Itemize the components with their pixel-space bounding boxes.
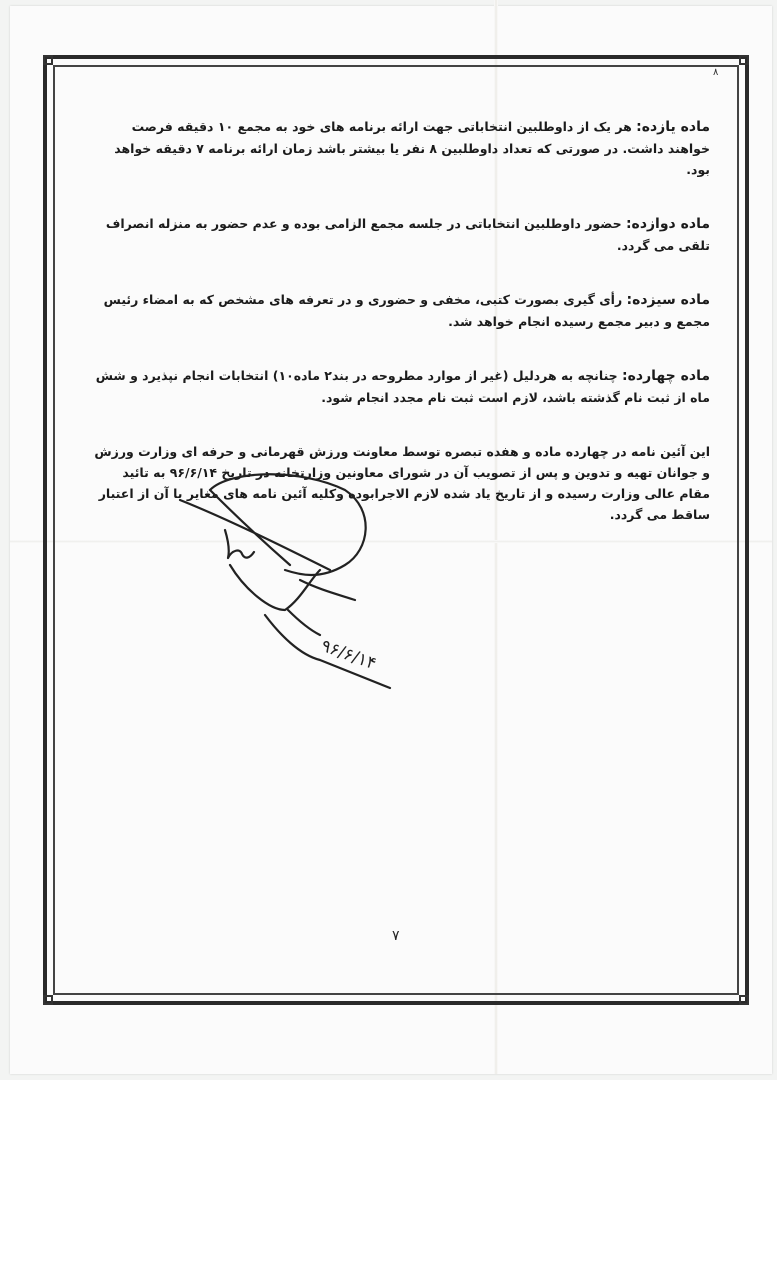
signature-date: ۹۶/۶/۱۴ (318, 635, 379, 675)
border-corner-top-left (43, 55, 53, 65)
article-heading: ماده یازده: (636, 119, 710, 135)
page-number: ۷ (392, 928, 400, 944)
border-corner-top-right (739, 55, 749, 65)
article-heading: ماده سیزده: (626, 292, 710, 308)
article-14 (90, 365, 710, 408)
border-corner-bottom-left (43, 995, 53, 1005)
article-11 (90, 116, 710, 180)
article-text: رأی گیری بصورت کتبی، مخفی و حضوری و در تعرفه های مشخص که به امضاء رئیس مجمع و دبیر مجمع رسیده انجام خواهد شد. (103, 292, 710, 329)
article-heading: ماده چهارده: (622, 368, 710, 384)
article-heading: ماده دوازده: (625, 216, 710, 232)
closing-paragraph: این آئین نامه در چهارده ماده و هفده تبصره توسط معاونت ورزش قهرمانی و حرفه ای وزارت ورزش و جوانان تهیه و تدوین و پس از تصویب آن در شورای معاونین وزارتخانه در تاریخ ۹۶/۶/۱۴ به تائید مقام عالی وزارت رسیده و از تاریخ یاد شده لازم الاجرابوده وکلیه آئین نامه های مغایر با آن از اعتبار ساقط می گردد. (94, 444, 710, 522)
document-body (90, 116, 710, 525)
article-text: حضور داوطلبین انتخاباتی در جلسه مجمع الزامی بوده و عدم حضور به منزله انصراف تلقی می گردد. (105, 216, 710, 253)
article-text: چنانچه به هردلیل (غیر از موارد مطروحه در بند۲ ماده۱۰) انتخابات انجام نپذیرد و شش ماه از ثبت نام گذشته باشد، لازم است ثبت نام مجدد انجام شود. (95, 368, 710, 405)
article-13 (90, 289, 710, 332)
top-page-mark: ۸ (713, 67, 719, 78)
border-corner-bottom-right (739, 995, 749, 1005)
article-12 (90, 213, 710, 256)
article-text: هر یک از داوطلبین انتخاباتی جهت ارائه برنامه های خود به مجمع ۱۰ دقیقه فرصت خواهند داشت. در صورتی که تعداد داوطلبین ۸ نفر یا بیشتر باشد زمان ارائه برنامه ۷ دقیقه خواهد بود. (114, 119, 710, 177)
handwritten-signature (170, 470, 410, 700)
